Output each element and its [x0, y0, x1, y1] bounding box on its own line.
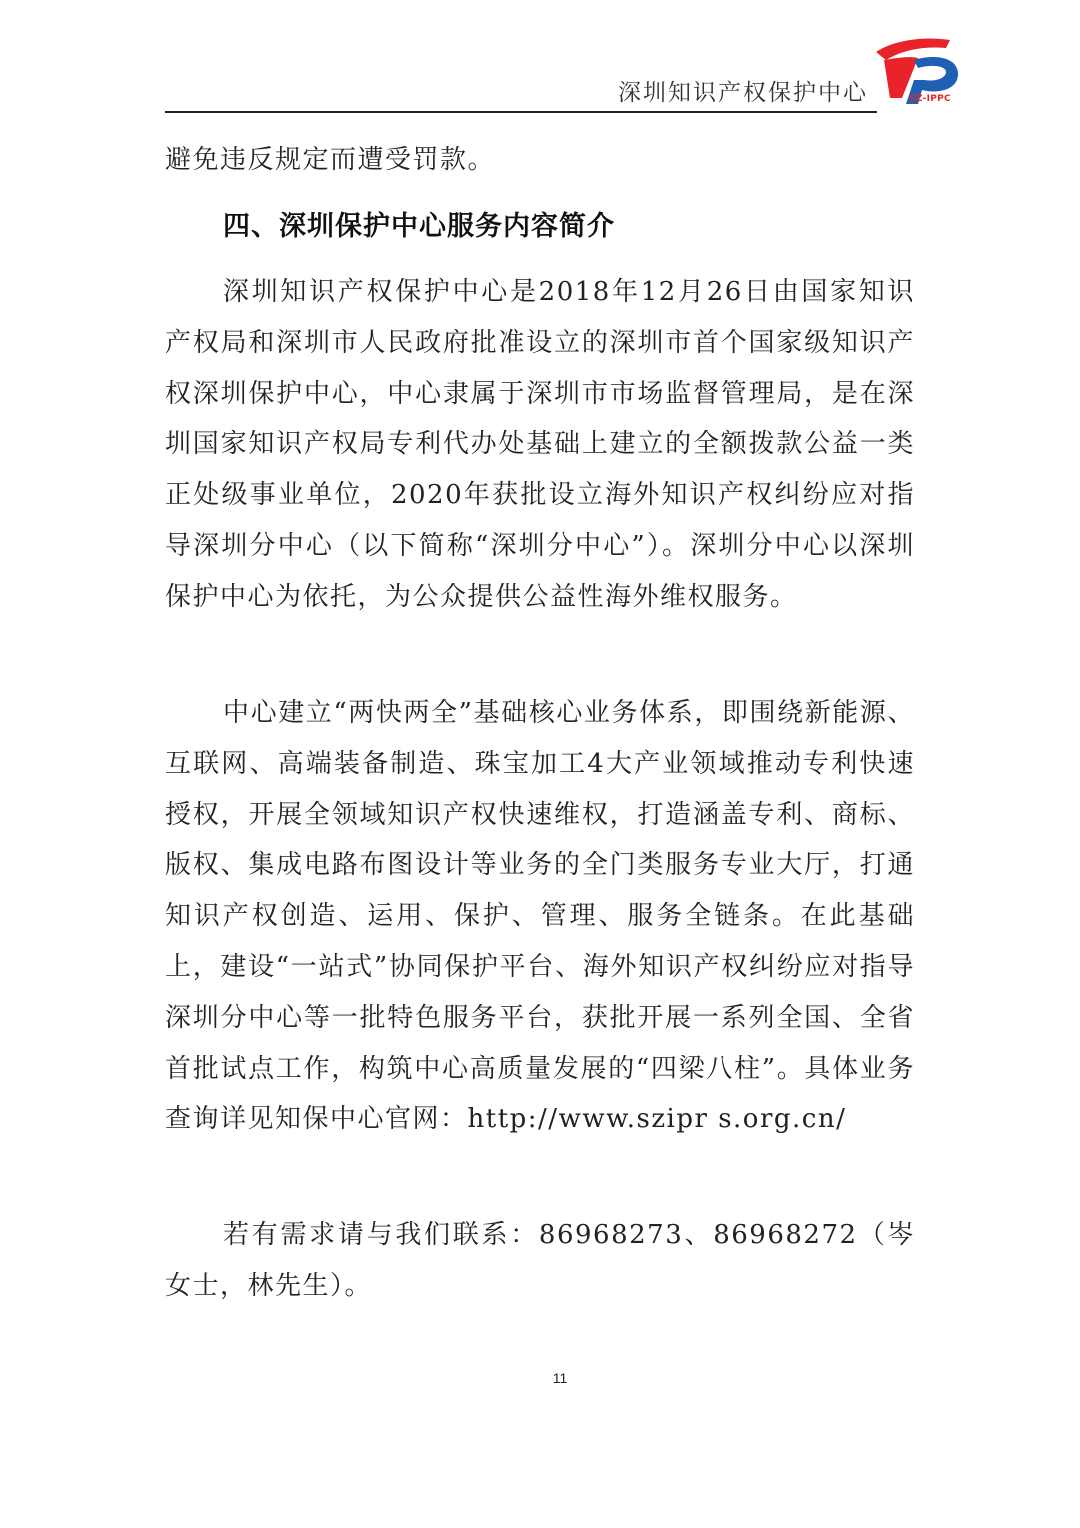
section-heading: 四、深圳保护中心服务内容简介 — [223, 211, 615, 242]
page-number: 11 — [552, 1370, 568, 1386]
header-divider — [165, 111, 877, 113]
logo-text: SZ-IPPC — [909, 94, 951, 104]
paragraph-services: 中心建立“两快两全”基础核心业务体系，即围绕新能源、互联网、高端装备制造、珠宝加工4大产业领域推动专利快速授权，开展全领域知识产权快速维权，打造涵盖专利、商标、版权、集成电路布图设计等业务的全门类服务专业大厅，打通知识产权创造、运用、保护、管理、服务全链条。在此基础上，建设“一站式”协同保护平台、海外知识产权纠纷应对指导深圳分中心等一批特色服务平台，获批开展一系列全国、全省首批试点工作，构筑中心高质量发展的“四梁八柱”。具体业务查询详见知保中心官网：http://www.szipr s.org.cn/ — [165, 698, 915, 1135]
carryover-text: 避免违反规定而遭受罚款。 — [165, 145, 496, 175]
header-title: 深圳知识产权保护中心 — [618, 80, 868, 106]
paragraph-contact: 若有需求请与我们联系：86968273、86968272（岑女士，林先生）。 — [165, 1220, 915, 1301]
logo-red-swoosh — [876, 39, 950, 61]
paragraph-intro: 深圳知识产权保护中心是2018年12月26日由国家知识产权局和深圳市人民政府批准设立的深圳市首个国家级知识产权深圳保护中心，中心隶属于深圳市市场监督管理局，是在深圳国家知识产权局专利代办处基础上建立的全额拨款公益一类正处级事业单位，2020年获批设立海外知识产权纠纷应对指导深圳分中心（以下简称“深圳分中心”）。深圳分中心以深圳保护中心为依托，为公众提供公益性海外维权服务。 — [165, 277, 915, 612]
